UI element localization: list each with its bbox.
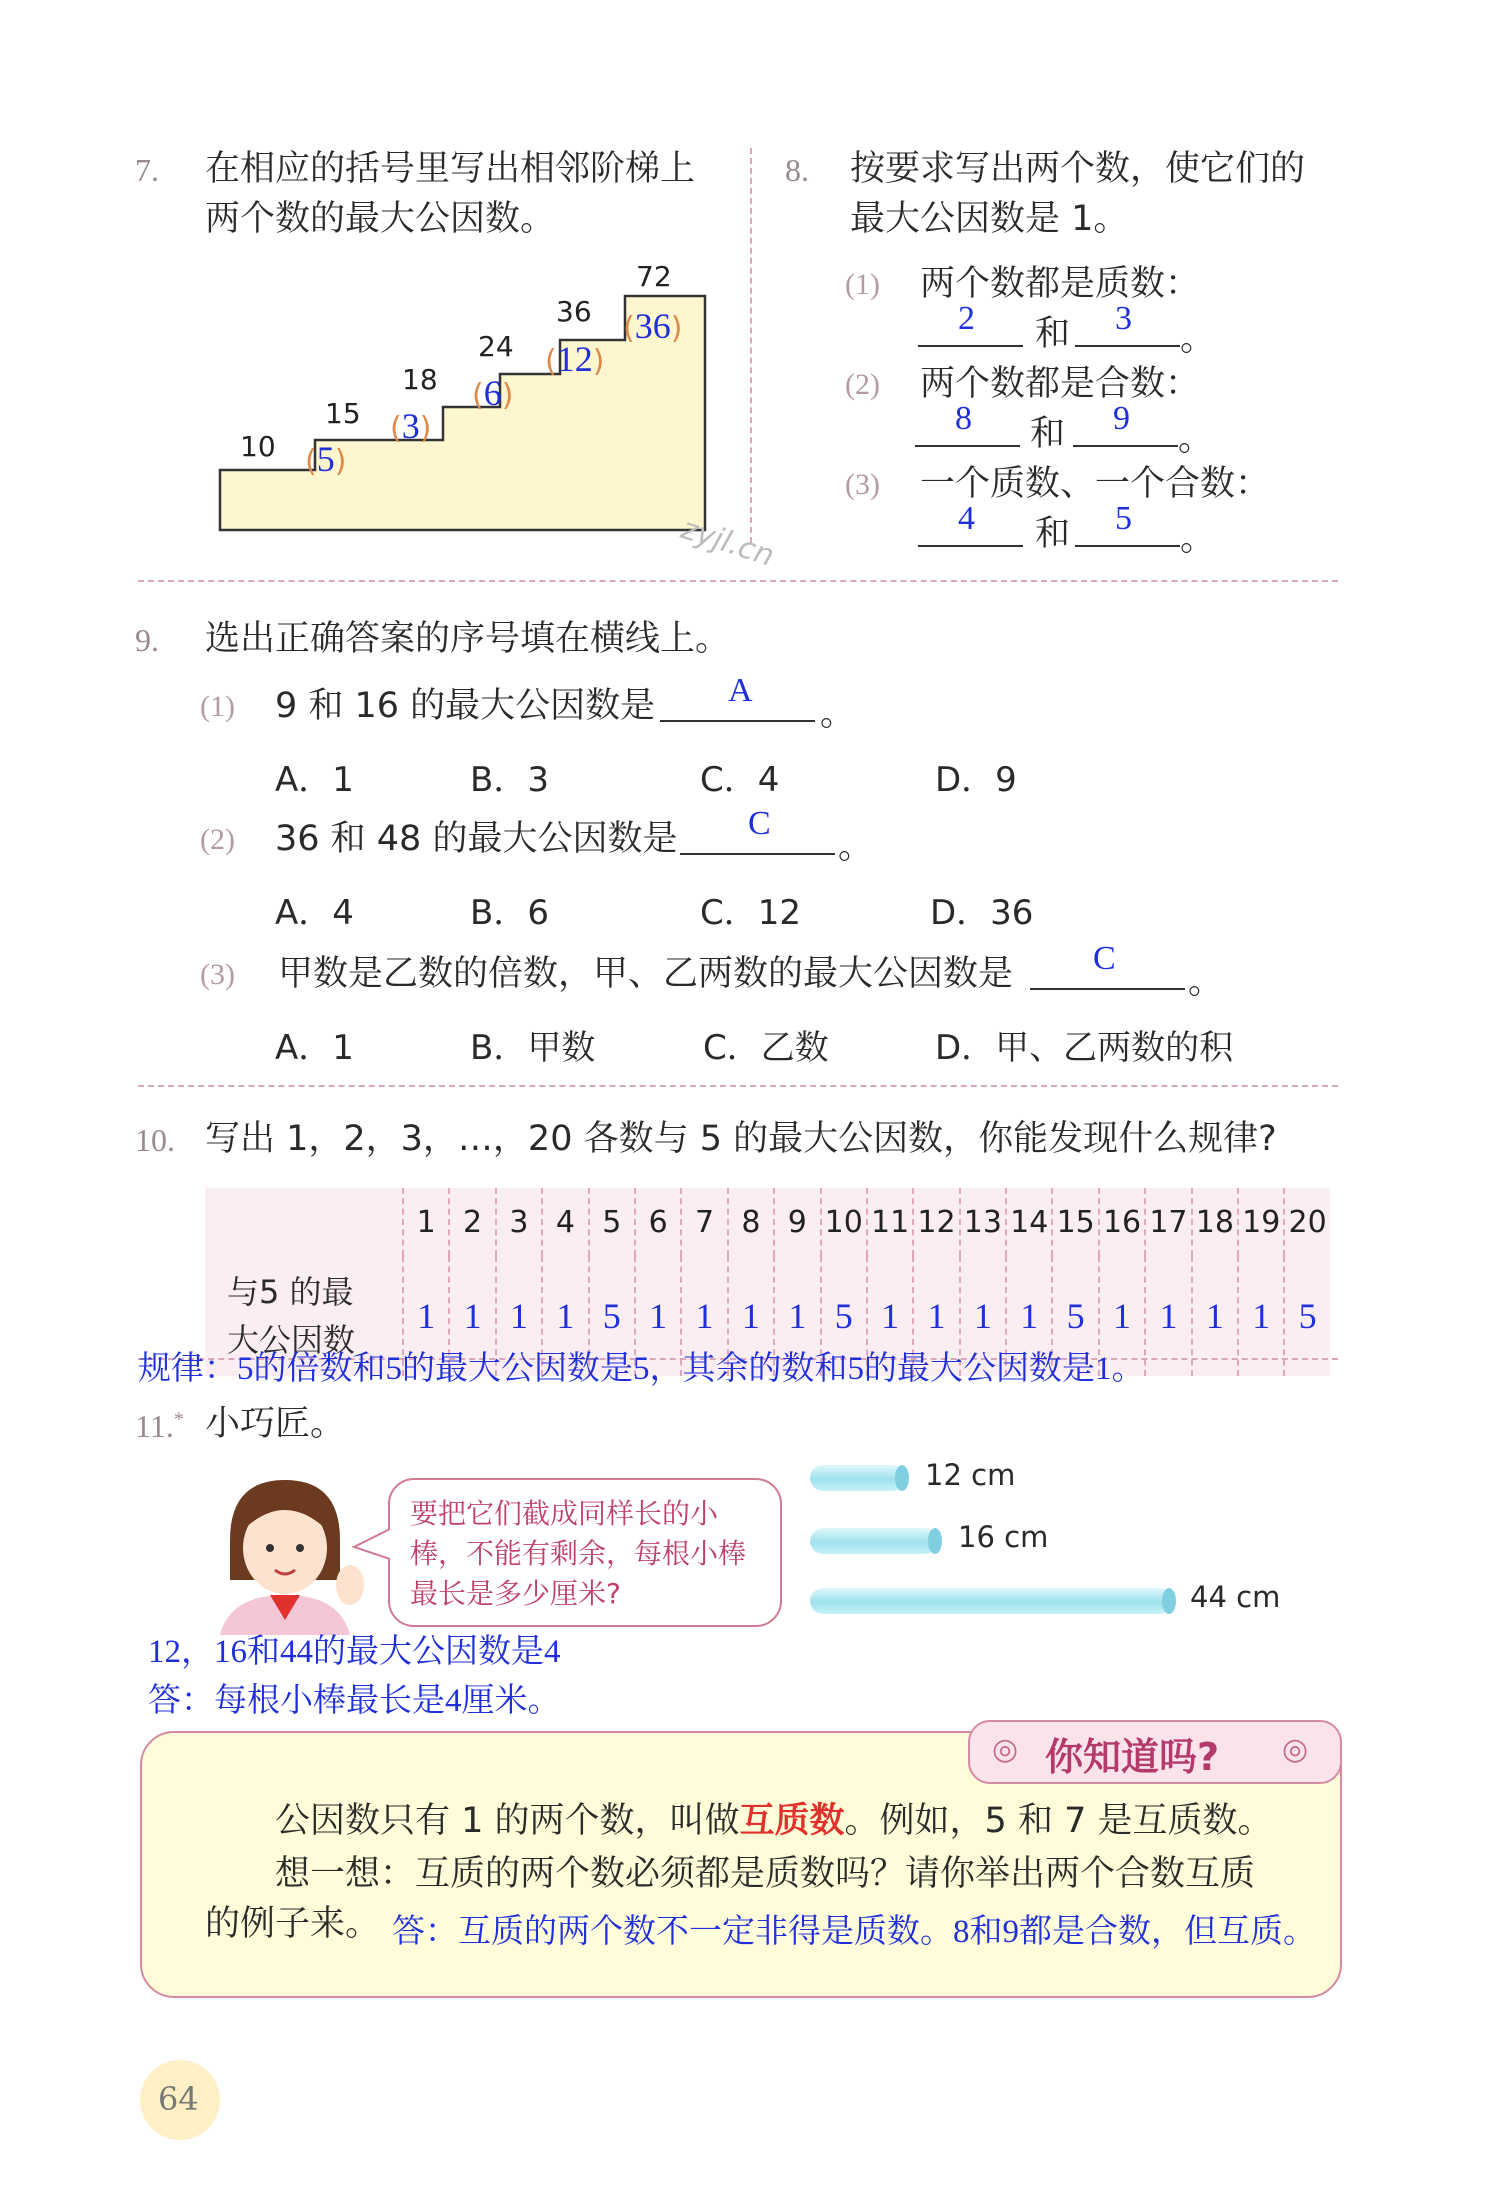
q7-line1: 在相应的括号里写出相邻阶梯上 <box>205 149 696 189</box>
gcd-table-header-row <box>205 1188 1330 1256</box>
step-label-36: 36 <box>556 295 592 328</box>
num-2: 2 <box>449 1188 495 1256</box>
step-answer-3: (6) <box>472 373 514 413</box>
page-number: 64 <box>158 2080 199 2118</box>
q8-part3-blank-b <box>1075 545 1180 547</box>
num-16: 16 <box>1099 1188 1145 1256</box>
q8-part1-end: 。 <box>1180 319 1216 359</box>
gcd-11: 1 <box>867 1256 913 1376</box>
q8-part3-and: 和 <box>1035 514 1071 554</box>
q8-part3-answer-b: 5 <box>1115 500 1132 537</box>
q9-part3-index: (3) <box>200 958 235 991</box>
q11-answer-1: 12，16和44的最大公因数是4 <box>148 1634 561 1670</box>
page-number-badge <box>140 2060 220 2140</box>
title-deco-left-icon: ◎ <box>992 1732 1019 1767</box>
gcd-17: 1 <box>1145 1256 1191 1376</box>
rod-44cm <box>810 1588 1172 1614</box>
num-8: 8 <box>728 1188 774 1256</box>
column-divider <box>750 148 752 543</box>
num-1: 1 <box>403 1188 449 1256</box>
q8-part2-end: 。 <box>1178 419 1214 459</box>
step-label-18: 18 <box>402 363 438 396</box>
q9-part2-option-a: A．4 <box>275 893 354 933</box>
q10-rule: 规律：5的倍数和5的最大公因数是5，其余的数和5的最大公因数是1。 <box>138 1351 1145 1387</box>
gcd-2: 1 <box>449 1256 495 1376</box>
q8-part2-and: 和 <box>1030 414 1066 454</box>
num-20: 20 <box>1284 1188 1329 1256</box>
girl-illustration-icon <box>200 1470 370 1635</box>
speech-bubble-tail <box>350 1525 392 1565</box>
q9-part1-option-d: D．9 <box>935 760 1017 800</box>
q9-part2-blank <box>680 853 835 855</box>
gcd-9: 1 <box>774 1256 820 1376</box>
num-15: 15 <box>1052 1188 1098 1256</box>
q9-part3-end: 。 <box>1188 962 1224 1002</box>
q8-part1-blank-b <box>1075 345 1180 347</box>
q8-part3-answer-a: 4 <box>958 500 975 537</box>
gcd-8: 1 <box>728 1256 774 1376</box>
did-you-know-title-tab <box>968 1720 1342 1784</box>
gcd-14: 1 <box>1006 1256 1052 1376</box>
rod-44cm-label: 44 cm <box>1190 1580 1281 1614</box>
q8-part1-blank-a <box>918 345 1023 347</box>
q9-part1-text: 9 和 16 的最大公因数是 <box>275 686 656 726</box>
q9-part3-option-b: B．甲数 <box>470 1028 596 1068</box>
q8-line1: 按要求写出两个数，使它们的 <box>850 149 1306 189</box>
q8-part2-answer-a: 8 <box>955 400 972 437</box>
step-answer-5: (36) <box>623 306 683 346</box>
q8-part2-index: (2) <box>845 368 880 401</box>
gcd-5: 5 <box>589 1256 635 1376</box>
gcd-row-label-2: 大公因数 <box>227 1321 356 1359</box>
num-9: 9 <box>774 1188 820 1256</box>
gcd-15: 5 <box>1052 1256 1098 1376</box>
rod-12cm-label: 12 cm <box>925 1458 1016 1492</box>
q8-number: 8. <box>785 152 809 188</box>
q9-part2-end: 。 <box>838 827 874 867</box>
did-you-know-title: 你知道吗? <box>1045 1735 1220 1779</box>
gcd-12: 1 <box>913 1256 959 1376</box>
q8-part1-and: 和 <box>1035 314 1071 354</box>
q9-part2-option-c: C．12 <box>700 893 802 933</box>
step-label-15: 15 <box>325 397 361 430</box>
q9-part2-index: (2) <box>200 823 235 856</box>
gcd-16: 1 <box>1099 1256 1145 1376</box>
title-deco-right-icon: ◎ <box>1282 1732 1309 1767</box>
q9-part1-answer: A <box>728 672 753 709</box>
num-7: 7 <box>681 1188 727 1256</box>
step-label-72: 72 <box>636 260 672 293</box>
q9-part2-answer: C <box>748 805 771 842</box>
q8-part2-answer-b: 9 <box>1113 400 1130 437</box>
q9-part1-option-c: C．4 <box>700 760 780 800</box>
num-6: 6 <box>635 1188 681 1256</box>
num-18: 18 <box>1192 1188 1238 1256</box>
q9-title: 选出正确答案的序号填在横线上。 <box>205 619 731 659</box>
gcd-18: 1 <box>1192 1256 1238 1376</box>
q9-part2-text: 36 和 48 的最大公因数是 <box>275 819 678 859</box>
step-label-24: 24 <box>478 330 514 363</box>
q9-part3-option-d: D．甲、乙两数的积 <box>935 1028 1234 1068</box>
step-answer-4: (12) <box>545 339 605 379</box>
q8-part3-text: 一个质数、一个合数： <box>920 464 1271 504</box>
num-3: 3 <box>496 1188 542 1256</box>
q9-part1-option-a: A．1 <box>275 760 354 800</box>
q10-title: 写出 1，2，3，…，20 各数与 5 的最大公因数，你能发现什么规律? <box>205 1119 1277 1159</box>
gcd-7: 1 <box>681 1256 727 1376</box>
q9-part2-option-d: D．36 <box>930 893 1034 933</box>
q9-part3-blank <box>1030 988 1185 990</box>
gcd-table-corner <box>205 1188 403 1256</box>
q11-title: 小巧匠。 <box>205 1404 346 1444</box>
step-label-10: 10 <box>240 430 276 463</box>
q8-part2-text: 两个数都是合数： <box>920 364 1201 404</box>
q8-part1-answer-a: 2 <box>958 300 975 337</box>
q9-part3-answer: C <box>1093 940 1116 977</box>
know-answer: 答：互质的两个数不一定非得是质数。8和9都是合数，但互质。 <box>392 1914 1316 1950</box>
watermark: zyjl.cn <box>676 511 779 574</box>
gcd-1: 1 <box>403 1256 449 1376</box>
q9-part3-option-c: C．乙数 <box>703 1028 829 1068</box>
num-19: 19 <box>1238 1188 1284 1256</box>
q9-part1-option-b: B．3 <box>470 760 549 800</box>
rod-16cm <box>810 1528 938 1554</box>
q8-part3-blank-a <box>918 545 1023 547</box>
speech-bubble <box>388 1478 782 1627</box>
gcd-row-label-1: 与5 的最 <box>227 1273 354 1311</box>
step-answer-2: (3) <box>390 406 432 446</box>
know-line1: 公因数只有 1 的两个数，叫做互质数。例如，5 和 7 是互质数。 <box>275 1801 1273 1841</box>
q8-part1-text: 两个数都是质数： <box>920 264 1201 304</box>
num-10: 10 <box>821 1188 867 1256</box>
gcd-4: 1 <box>542 1256 588 1376</box>
divider-1 <box>138 580 1338 582</box>
num-14: 14 <box>1006 1188 1052 1256</box>
gcd-3: 1 <box>496 1256 542 1376</box>
q11-answer-2: 答：每根小棒最长是4厘米。 <box>148 1683 561 1719</box>
know-line2: 想一想：互质的两个数必须都是质数吗？请你举出两个合数互质 <box>275 1854 1256 1894</box>
rod-12cm <box>810 1465 905 1491</box>
num-12: 12 <box>913 1188 959 1256</box>
q9-number: 9. <box>135 622 159 658</box>
gcd-10: 5 <box>821 1256 867 1376</box>
q7-number: 7. <box>135 152 159 188</box>
q9-part1-end: 。 <box>820 694 856 734</box>
gcd-20: 5 <box>1284 1256 1329 1376</box>
num-4: 4 <box>542 1188 588 1256</box>
q7-line2: 两个数的最大公因数。 <box>205 199 556 239</box>
gcd-6: 1 <box>635 1256 681 1376</box>
q8-part1-index: (1) <box>845 268 880 301</box>
q9-part3-text: 甲数是乙数的倍数，甲、乙两数的最大公因数是 <box>278 954 1014 994</box>
gcd-13: 1 <box>960 1256 1006 1376</box>
q8-part3-index: (3) <box>845 468 880 501</box>
q8-part1-answer-b: 3 <box>1115 300 1132 337</box>
q8-part3-end: 。 <box>1180 519 1216 559</box>
num-11: 11 <box>867 1188 913 1256</box>
num-13: 13 <box>960 1188 1006 1256</box>
q8-line2: 最大公因数是 1。 <box>850 199 1129 239</box>
divider-2 <box>138 1085 1338 1087</box>
know-line3: 的例子来。 <box>205 1904 381 1944</box>
step-answer-1: (5) <box>305 439 347 479</box>
rod-16cm-label: 16 cm <box>958 1520 1049 1554</box>
num-5: 5 <box>589 1188 635 1256</box>
q9-part1-blank <box>660 720 815 722</box>
q9-part1-index: (1) <box>200 690 235 723</box>
q9-part3-option-a: A．1 <box>275 1028 354 1068</box>
q10-number: 10. <box>135 1122 175 1158</box>
gcd-19: 1 <box>1238 1256 1284 1376</box>
coprime-term: 互质数 <box>739 1801 845 1841</box>
q8-part2-blank-a <box>915 445 1020 447</box>
q8-part2-blank-b <box>1073 445 1178 447</box>
num-17: 17 <box>1145 1188 1191 1256</box>
q11-number: 11.* <box>135 1408 184 1444</box>
speech-text: 要把它们截成同样长的小棒，不能有剩余，每根小棒最长是多少厘米? <box>410 1497 747 1610</box>
q9-part2-option-b: B．6 <box>470 893 549 933</box>
